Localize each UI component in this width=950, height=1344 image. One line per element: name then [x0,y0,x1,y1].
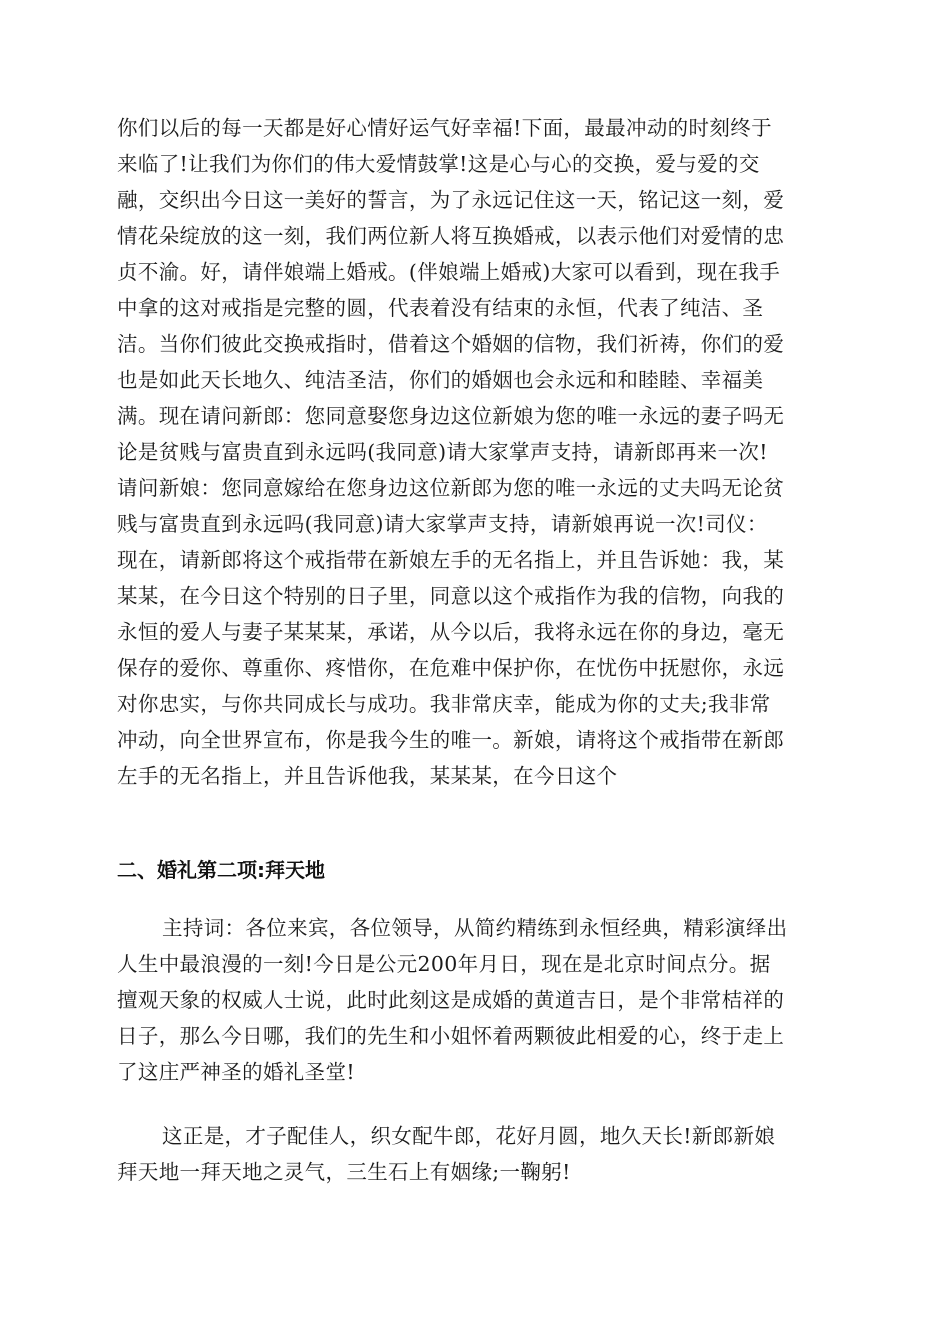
text-line: 情花朵绽放的这一刻，我们两位新人将互换婚戒，以表示他们对爱情的忠 [117,224,785,248]
text-line: 贞不渝。好，请伴娘端上婚戒。(伴娘端上婚戒)大家可以看到，现在我手 [117,260,781,284]
text-line: 日子，那么今日哪，我们的先生和小姐怀着两颗彼此相爱的心，终于走上 [117,1024,785,1048]
text-line: 洁。当你们彼此交换戒指时，借着这个婚姻的信物，我们祈祷，你们的爱 [117,332,785,356]
text-line: 某某，在今日这个特别的日子里，同意以这个戒指作为我的信物，向我的 [117,584,785,608]
section-heading: 二、婚礼第二项:拜天地 [117,858,325,882]
text-line: 贱与富贵直到永远吗(我同意)请大家掌声支持，请新娘再说一次!司仪： [117,512,768,536]
text-line: 了这庄严神圣的婚礼圣堂! [117,1060,355,1084]
text-line: 冲动，向全世界宣布，你是我今生的唯一。新娘，请将这个戒指带在新郎 [117,728,785,752]
text-line: 擅观天象的权威人士说，此时此刻这是成婚的黄道吉日，是个非常桔祥的 [117,988,785,1012]
text-line: 左手的无名指上，并且告诉他我，某某某，在今日这个 [117,764,618,788]
text-line: 现在，请新郎将这个戒指带在新娘左手的无名指上，并且告诉她：我，某 [117,548,785,572]
text-line: 主持词：各位来宾，各位领导，从简约精练到永恒经典，精彩演绎出 [162,916,788,940]
text-line: 中拿的这对戒指是完整的圆，代表着没有结束的永恒，代表了纯洁、圣 [117,296,764,320]
text-line: 人生中最浪漫的一刻!今日是公元200年月日，现在是北京时间点分。据 [117,952,771,976]
text-line: 融，交织出今日这一美好的誓言，为了永远记住这一天，铭记这一刻，爱 [117,188,785,212]
text-line: 保存的爱你、尊重你、疼惜你，在危难中保护你，在忧伤中抚慰你，永远 [117,656,785,680]
text-line: 来临了!让我们为你们的伟大爱情鼓掌!这是心与心的交换，爱与爱的交 [117,152,760,176]
text-line: 你们以后的每一天都是好心情好运气好幸福!下面，最最冲动的时刻终于 [117,116,772,140]
text-line: 永恒的爱人与妻子某某某，承诺，从今以后，我将永远在你的身边，毫无 [117,620,785,644]
text-line: 论是贫贱与富贵直到永远吗(我同意)请大家掌声支持，请新郎再来一次! [117,440,768,464]
text-line: 请问新娘：您同意嫁给在您身边这位新郎为您的唯一永远的丈夫吗无论贫 [117,476,785,500]
text-line: 满。现在请问新郎：您同意娶您身边这位新娘为您的唯一永远的妻子吗无 [117,404,785,428]
text-line: 这正是，才子配佳人，织女配牛郎，花好月圆，地久天长!新郎新娘 [162,1124,776,1148]
text-line: 拜天地一拜天地之灵气，三生石上有姻缘;一鞠躬! [117,1160,571,1184]
text-line: 也是如此天长地久、纯洁圣洁，你们的婚姻也会永远和和睦睦、幸福美 [117,368,764,392]
text-line: 对你忠实，与你共同成长与成功。我非常庆幸，能成为你的丈夫;我非常 [117,692,771,716]
